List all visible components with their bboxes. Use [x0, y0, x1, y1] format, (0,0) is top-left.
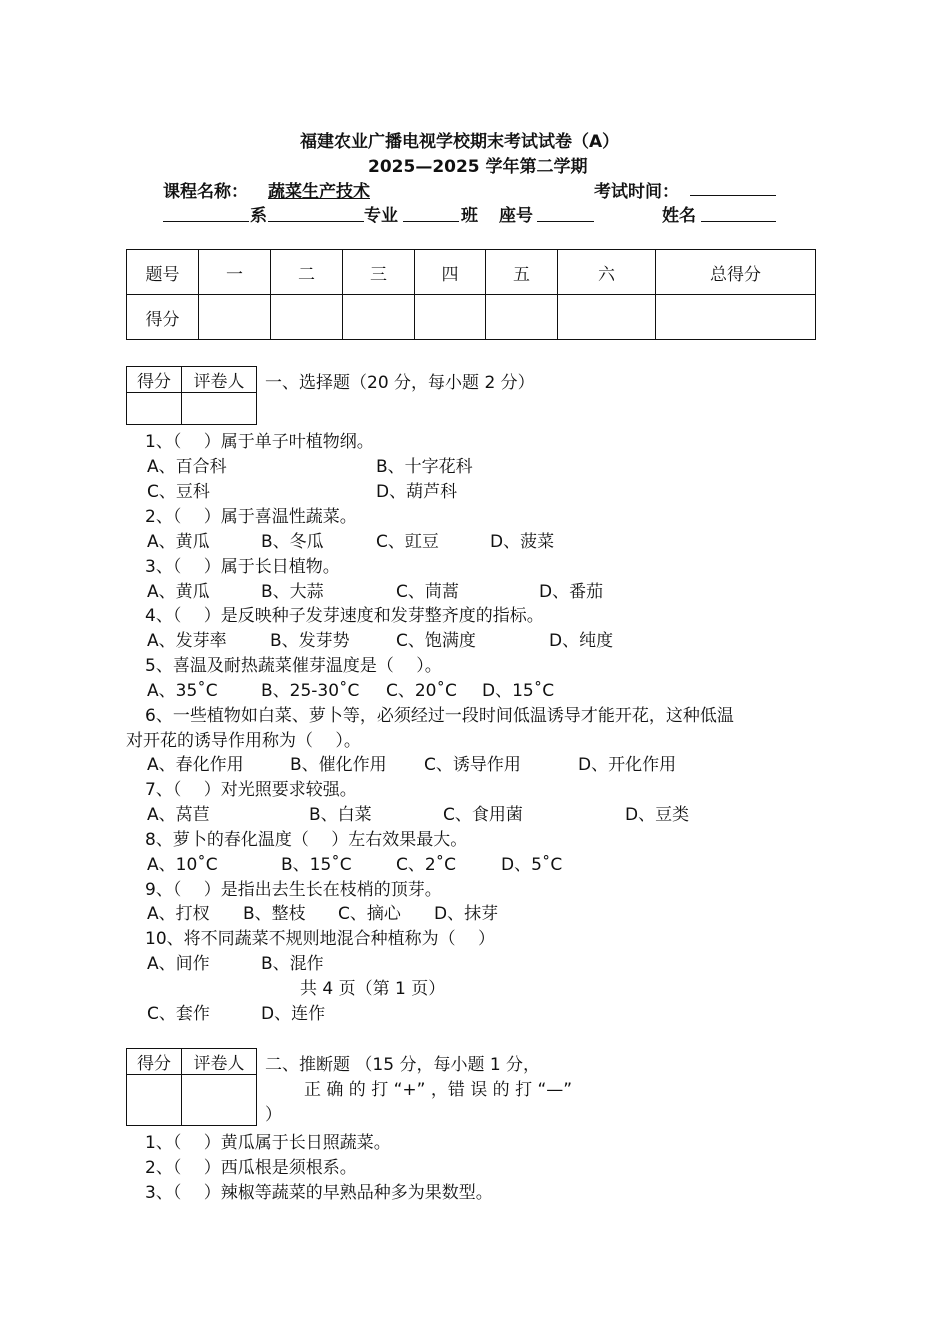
exam-title: 福建农业广播电视学校期末考试试卷（A） [300, 132, 620, 152]
section2-title-line2: 正 确 的 打 “+” ，错 误 的 打 “—” [304, 1080, 573, 1100]
option: D、抹芽 [434, 904, 499, 924]
header-cell: 四 [415, 250, 486, 295]
option: A、35˚C [147, 681, 218, 701]
name-label: 姓名 [662, 206, 696, 226]
header-cell: 五 [486, 250, 558, 295]
grader-label: 评卷人 [182, 1049, 257, 1075]
question-5: 5、喜温及耐热蔬菜催芽温度是（ ）。 [145, 656, 442, 676]
section2-title-line3: ） [265, 1105, 282, 1125]
header-cell: 总得分 [656, 250, 816, 295]
exam-term: 2025—2025 学年第二学期 [368, 157, 588, 177]
judgement-2: 2、（ ）西瓜根是须根系。 [145, 1158, 357, 1178]
class-label: 班 [461, 206, 478, 226]
option: D、15˚C [482, 681, 555, 701]
option: C、摘心 [338, 904, 401, 924]
question-10: 10、将不同蔬菜不规则地混合种植称为（ ） [145, 929, 496, 949]
score-cell[interactable] [558, 295, 656, 340]
option: B、大蒜 [261, 582, 324, 602]
judgement-3: 3、（ ）辣椒等蔬菜的早熟品种多为果数型。 [145, 1183, 493, 1203]
option: B、25-30˚C [261, 681, 360, 701]
option: B、发芽势 [270, 631, 350, 651]
score-label: 得分 [127, 1049, 182, 1075]
score-cell[interactable] [415, 295, 486, 340]
judgement-1: 1、（ ）黄瓜属于长日照蔬菜。 [145, 1133, 391, 1153]
option: C、诱导作用 [424, 755, 521, 775]
course-label: 课程名称： [163, 182, 248, 202]
row-label-cell: 得分 [127, 295, 199, 340]
option: A、春化作用 [147, 755, 244, 775]
header-cell: 一 [199, 250, 271, 295]
option: B、催化作用 [290, 755, 387, 775]
seat-blank [537, 203, 594, 222]
name-blank [701, 203, 776, 222]
option: D、开化作用 [578, 755, 677, 775]
header-cell: 题号 [127, 250, 199, 295]
section1-score-box [126, 366, 257, 425]
option: C、饱满度 [396, 631, 476, 651]
score-table-score-row [127, 295, 816, 340]
grader-cell[interactable] [182, 1075, 257, 1126]
option: B、混作 [261, 954, 324, 974]
option: A、发芽率 [147, 631, 227, 651]
option: B、整枝 [243, 904, 306, 924]
option: B、15˚C [281, 855, 352, 875]
page-number: 共 4 页（第 1 页） [300, 979, 446, 999]
score-table [126, 249, 816, 340]
question-2: 2、（ ）属于喜温性蔬菜。 [145, 507, 357, 527]
option: A、莴苣 [147, 805, 210, 825]
option: D、葫芦科 [376, 482, 458, 502]
question-1: 1、（ ）属于单子叶植物纲。 [145, 432, 374, 452]
option: D、5˚C [501, 855, 563, 875]
option: C、食用菌 [443, 805, 523, 825]
option: B、十字花科 [376, 457, 473, 477]
section1-title: 一、选择题（20 分，每小题 2 分） [265, 373, 535, 393]
exam-time-blank [690, 177, 776, 196]
option: A、黄瓜 [147, 582, 210, 602]
option: C、2˚C [396, 855, 457, 875]
question-3: 3、（ ）属于长日植物。 [145, 557, 340, 577]
option: A、10˚C [147, 855, 218, 875]
option: D、番茄 [539, 582, 604, 602]
header-cell: 二 [271, 250, 343, 295]
department-label: 系 [250, 206, 267, 226]
question-9: 9、（ ）是指出去生长在枝梢的顶芽。 [145, 880, 442, 900]
option: D、纯度 [549, 631, 614, 651]
option: A、百合科 [147, 457, 227, 477]
grader-cell[interactable] [182, 393, 257, 425]
score-cell[interactable] [127, 393, 182, 425]
option: A、黄瓜 [147, 532, 210, 552]
grader-label: 评卷人 [182, 367, 257, 393]
score-cell[interactable] [343, 295, 415, 340]
seat-label: 座号 [499, 206, 533, 226]
question-6: 6、一些植物如白菜、萝卜等，必须经过一段时间低温诱导才能开花，这种低温 [145, 706, 734, 726]
question-7: 7、（ ）对光照要求较强。 [145, 780, 357, 800]
score-cell[interactable] [199, 295, 271, 340]
option: C、套作 [147, 1004, 210, 1024]
question-6-cont: 对开花的诱导作用称为（ ）。 [126, 731, 361, 751]
score-label: 得分 [127, 367, 182, 393]
option: D、菠菜 [490, 532, 555, 552]
score-table-header-row [127, 250, 816, 295]
option: A、打杈 [147, 904, 210, 924]
option: B、冬瓜 [261, 532, 324, 552]
section2-title: 二、推断题 （15 分，每小题 1 分， [265, 1055, 541, 1075]
option: A、间作 [147, 954, 210, 974]
option: C、茼蒿 [396, 582, 459, 602]
header-cell: 三 [343, 250, 415, 295]
option: C、豆科 [147, 482, 210, 502]
score-cell[interactable] [486, 295, 558, 340]
course-name: 蔬菜生产技术 [268, 182, 370, 202]
major-label: 专业 [364, 206, 398, 226]
class-blank [403, 203, 459, 222]
department-blank [163, 203, 249, 222]
question-4: 4、（ ）是反映种子发芽速度和发芽整齐度的指标。 [145, 606, 544, 626]
option: B、白菜 [309, 805, 372, 825]
score-cell[interactable] [271, 295, 343, 340]
option: C、20˚C [386, 681, 457, 701]
section2-score-box [126, 1048, 257, 1126]
header-cell: 六 [558, 250, 656, 295]
exam-time-label: 考试时间： [594, 182, 679, 202]
question-8: 8、萝卜的春化温度（ ）左右效果最大。 [145, 830, 468, 850]
score-cell[interactable] [127, 1075, 182, 1126]
option: D、豆类 [625, 805, 690, 825]
option: D、连作 [261, 1004, 326, 1024]
score-cell[interactable] [656, 295, 816, 340]
option: C、豇豆 [376, 532, 439, 552]
major-blank [268, 203, 364, 222]
